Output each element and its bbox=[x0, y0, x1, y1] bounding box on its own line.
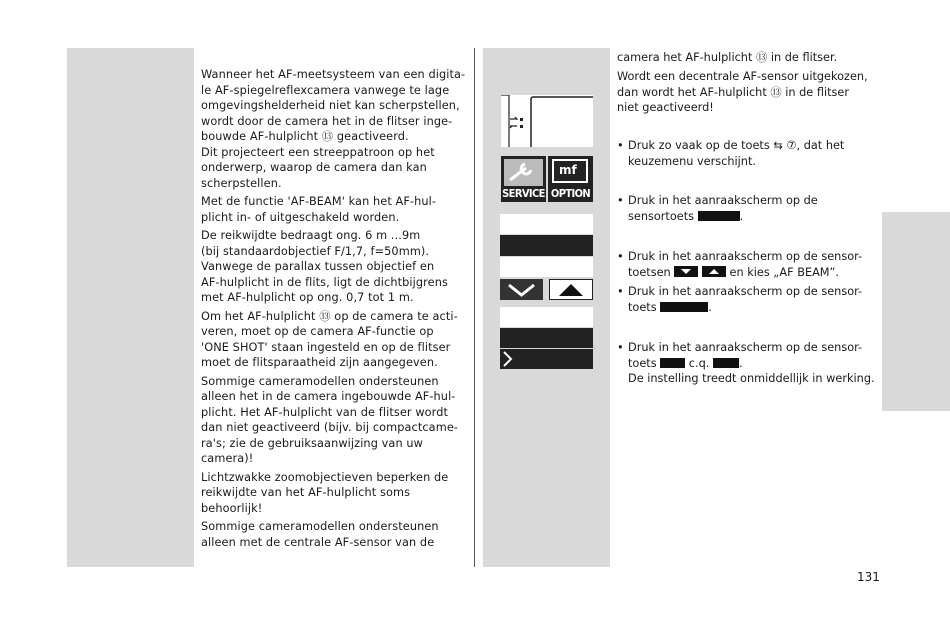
step-1-text-b: , dat het bbox=[796, 139, 845, 152]
column-divider bbox=[474, 48, 475, 567]
paragraph-af-intro: Wanneer het AF-meetsysteem van een digita- le AF-spiegelreflexcamera vanwege te lage omgevingshelderheid niet kan scherpstellen, wordt door de camera het in de flitser inge- bouwde AF-hulplicht ⑬ geactiveerd. Dit projecteert een streeppatroon op het onderwerp, waarop de camera dan kan scherpstellen. bbox=[201, 68, 466, 190]
step-2-end: . bbox=[739, 209, 744, 223]
step-5-text-b: toets bbox=[628, 356, 657, 370]
sensor-key-graphic bbox=[660, 358, 685, 368]
step-2-text-b: sensortoets bbox=[628, 209, 695, 223]
arrow-up-icon bbox=[550, 280, 592, 299]
service-button[interactable] bbox=[501, 156, 546, 202]
bullet: • bbox=[617, 250, 624, 263]
bullet: • bbox=[617, 285, 624, 298]
step-1-text-a: Druk zo vaak op de toets bbox=[628, 139, 770, 152]
step-4-line-1: Druk in het aanraakscherm op de sensor- bbox=[628, 285, 863, 298]
left-margin-panel bbox=[67, 48, 194, 567]
step-5-line-1: Druk in het aanraakscherm op de sensor- bbox=[628, 341, 863, 354]
sensor-key-graphic bbox=[698, 211, 740, 221]
menu-row[interactable] bbox=[500, 214, 593, 234]
paragraph-zoom: Lichtzwakke zoomobjectieven beperken de reikwijdte van het AF-hulplicht soms behoorlijk! bbox=[201, 470, 449, 515]
step-3-text-c: en kies „AF BEAM”. bbox=[729, 265, 839, 279]
step-3 bbox=[617, 249, 877, 281]
arrow-down-icon bbox=[500, 279, 543, 300]
step-1 bbox=[617, 138, 877, 170]
up-key-icon bbox=[702, 266, 726, 277]
mode-key-icon: ⇆ bbox=[773, 139, 783, 152]
sensor-key-graphic bbox=[713, 358, 739, 368]
intro-text-1: camera het AF-hulplicht ⑬ in de flitser. bbox=[617, 51, 838, 64]
step-3-line-1: Druk in het aanraakscherm op de sensor- bbox=[628, 250, 863, 263]
paragraph-range: De reikwijdte bedraagt ong. 6 m ...9m (bij standaardobjectief F/1,7, f=50mm). Vanwege de parallax tussen objectief en AF-hulplicht in de flits, ligt de dichtbijgrens met AF-hulplicht op ong. 0,7 tot 1 m. bbox=[201, 229, 448, 304]
down-arrow-button[interactable] bbox=[500, 279, 543, 300]
step-4-line-2 bbox=[628, 300, 712, 316]
option-button[interactable] bbox=[548, 156, 593, 202]
pointer-icon bbox=[502, 349, 514, 369]
down-key-icon bbox=[674, 266, 698, 277]
chapter-tab bbox=[882, 212, 950, 411]
up-arrow-button[interactable] bbox=[549, 279, 593, 300]
step-4-end: . bbox=[708, 300, 712, 314]
step-4 bbox=[617, 284, 877, 316]
step-1-line-2: keuzemenu verschijnt. bbox=[628, 154, 756, 168]
option-label: OPTION bbox=[550, 187, 591, 200]
step-5-line-2 bbox=[628, 356, 743, 372]
service-label: SERVICE bbox=[502, 187, 545, 200]
step-3-line-2 bbox=[628, 265, 839, 281]
step-2-line-1: Druk in het aanraakscherm op de bbox=[628, 194, 818, 207]
paragraph-af-beam: Met de functie 'AF-BEAM' kan het AF-hul- plicht in- of uitgeschakeld worden. bbox=[201, 195, 437, 224]
paragraph-activation: Om het AF-hulplicht ⑬ op de camera te acti- veren, moet op de camera AF-functie op 'ONE SHOT' staan ingesteld en op de flitser moet de flitsparaatheid zijn aangegeven. bbox=[201, 309, 458, 369]
sensor-key-graphic bbox=[660, 302, 708, 312]
step-4-text-b: toets bbox=[628, 300, 657, 314]
bullet: • bbox=[617, 194, 624, 207]
menu-row[interactable] bbox=[500, 257, 593, 277]
step-1-line-1 bbox=[628, 138, 844, 154]
menu-row-selected[interactable] bbox=[500, 328, 593, 348]
wrench-icon bbox=[501, 156, 546, 188]
left-text-column bbox=[201, 67, 466, 553]
paragraph-central-sensor: Sommige cameramodellen ondersteunen alleen met de centrale AF-sensor van de bbox=[201, 520, 439, 549]
step-2-line-2 bbox=[628, 209, 743, 225]
key-reference: ⑦ bbox=[786, 139, 797, 152]
step-5-end: . bbox=[738, 356, 743, 370]
step-2 bbox=[617, 193, 877, 225]
menu-row-active[interactable] bbox=[500, 349, 593, 369]
option-icon-text: mf bbox=[559, 163, 577, 177]
bullet: • bbox=[617, 139, 624, 152]
step-3-text-b: toetsen bbox=[628, 265, 671, 279]
step-5-line-3: De instelling treedt onmiddellijk in werking. bbox=[628, 372, 875, 385]
menu-row[interactable] bbox=[500, 307, 593, 327]
page-number: 131 bbox=[857, 570, 880, 584]
step-5-text-c: c.q. bbox=[688, 356, 710, 370]
intro-text-2: Wordt een decentrale AF-sensor uitgekozen, dan wordt het AF-hulplicht ⑬ in de flitser niet geactiveerd! bbox=[617, 70, 868, 114]
paragraph-camera-support: Sommige cameramodellen ondersteunen alleen het in de camera ingebouwde AF-hul- plicht. Het AF-hulplicht van de flitser wordt dan niet geactiveerd (bijv. bij compactcame- ra's; zie de gebruiksaanwijzing van uw camera)! bbox=[201, 374, 459, 465]
flash-display-icon bbox=[501, 95, 593, 147]
menu-row-selected[interactable] bbox=[500, 235, 593, 256]
bullet: • bbox=[617, 341, 624, 354]
step-5 bbox=[617, 340, 882, 388]
